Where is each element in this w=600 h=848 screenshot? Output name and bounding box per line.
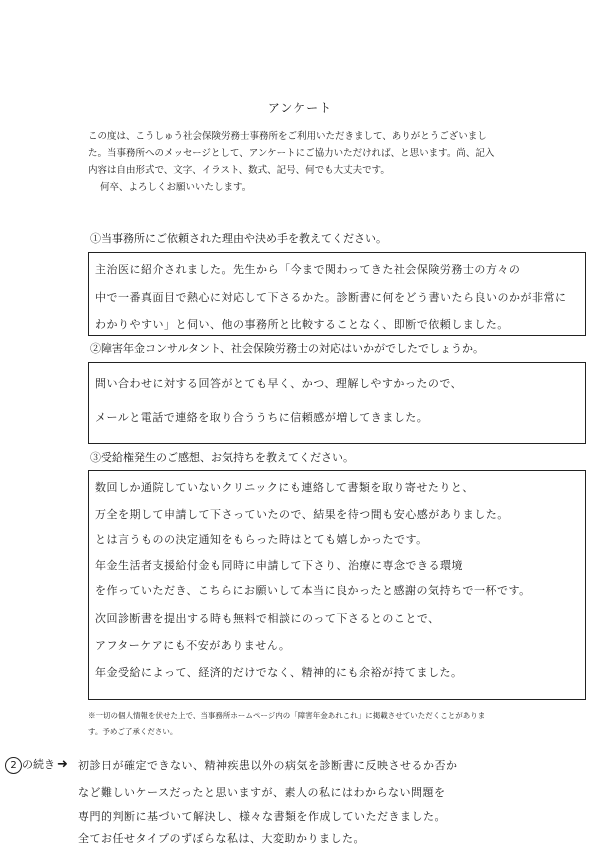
page-title: アンケート	[267, 101, 333, 115]
answer-line: アフターケアにも不安がありません。	[95, 639, 291, 652]
answer-line: 万全を期して申請して下さっていたので、結果を待つ間も安心感がありました。	[95, 508, 509, 521]
answer-line: 中で一番真面目で熱心に対応して下さるかた。診断書に何をどう書いたら良いのかが非常に	[95, 291, 567, 304]
continuation-line: 全てお任せタイプのずぼらな私は、大変助かりました。	[78, 832, 365, 845]
answer-line: わかりやすい」と伺い、他の事務所と比較することなく、即断で依頼しました。	[95, 318, 509, 331]
arrow-icon: ➜	[57, 757, 68, 772]
intro-line: 内容は自由形式で、文字、イラスト、数式、記号、何でも大丈夫です。	[88, 165, 390, 176]
continuation-label	[5, 756, 68, 774]
answer-line: とは言うものの決定通知をもらった時はとても嬉しかったです。	[95, 533, 428, 546]
continuation-line: など難しいケースだったと思いますが、素人の私にはわからない問題を	[78, 786, 446, 799]
note-line: ※一切の個人情報を伏せた上で、当事務所ホームページ内の「障害年金あれこれ」に掲載させていただくことがありま	[88, 711, 486, 720]
intro-text	[88, 128, 558, 196]
intro-closing: 何卒、よろしくお願いいたします。	[100, 182, 252, 193]
circled-number: 2	[5, 757, 22, 774]
note-line: す。予めご了承ください。	[88, 727, 178, 736]
answer-3-box	[88, 470, 586, 700]
answer-line: メールと電話で連絡を取り合ううちに信頼感が増してきました。	[95, 411, 429, 424]
question-2-label: ②障害年金コンサルタント、社会保険労務士の対応はいかがでしたでしょうか。	[90, 342, 485, 355]
answer-2-box	[88, 362, 586, 444]
question-1-label: ①当事務所にご依頼された理由や決め手を教えてください。	[90, 232, 387, 245]
answer-line: 年金受給によって、経済的だけでなく、精神的にも余裕が持てました。	[95, 666, 463, 679]
question-3-label: ③受給権発生のご感想、お気持ちを教えてください。	[90, 451, 354, 464]
privacy-note	[88, 708, 485, 740]
continuation-line: 専門的判断に基づいて解決し、様々な書類を作成していただきました。	[78, 810, 446, 823]
answer-line: 数回しか通院していないクリニックにも連絡して書類を取り寄せたりと、	[95, 481, 474, 494]
answer-line: 問い合わせに対する回答がとても早く、かつ、理解しやすかったので、	[95, 377, 463, 390]
continuation-text: の続き	[22, 758, 55, 771]
intro-line: た。当事務所へのメッセージとして、アンケートにご協力いただければ、と思います。尚、記入	[88, 148, 495, 159]
answer-1-box	[88, 252, 586, 336]
continuation-line: 初診日が確定できない、精神疾患以外の病気を診断書に反映させるか否か	[78, 759, 458, 772]
answer-line: 主治医に紹介されました。先生から「今まで関わってきた社会保険労務士の方々の	[95, 263, 521, 276]
answer-line: を作っていただき、こちらにお願いして本当に良かったと感謝の気持ちで一杯です。	[95, 584, 531, 597]
answer-line: 年金生活者支援給付金も同時に申請して下さり、治療に専念できる環境	[95, 559, 463, 572]
intro-line: この度は、こうしゅう社会保険労務士事務所をご利用いただきまして、ありがとうございまし	[88, 131, 487, 142]
answer-line: 次回診断書を提出する時も無料で相談にのって下さるとのことで、	[95, 612, 440, 625]
